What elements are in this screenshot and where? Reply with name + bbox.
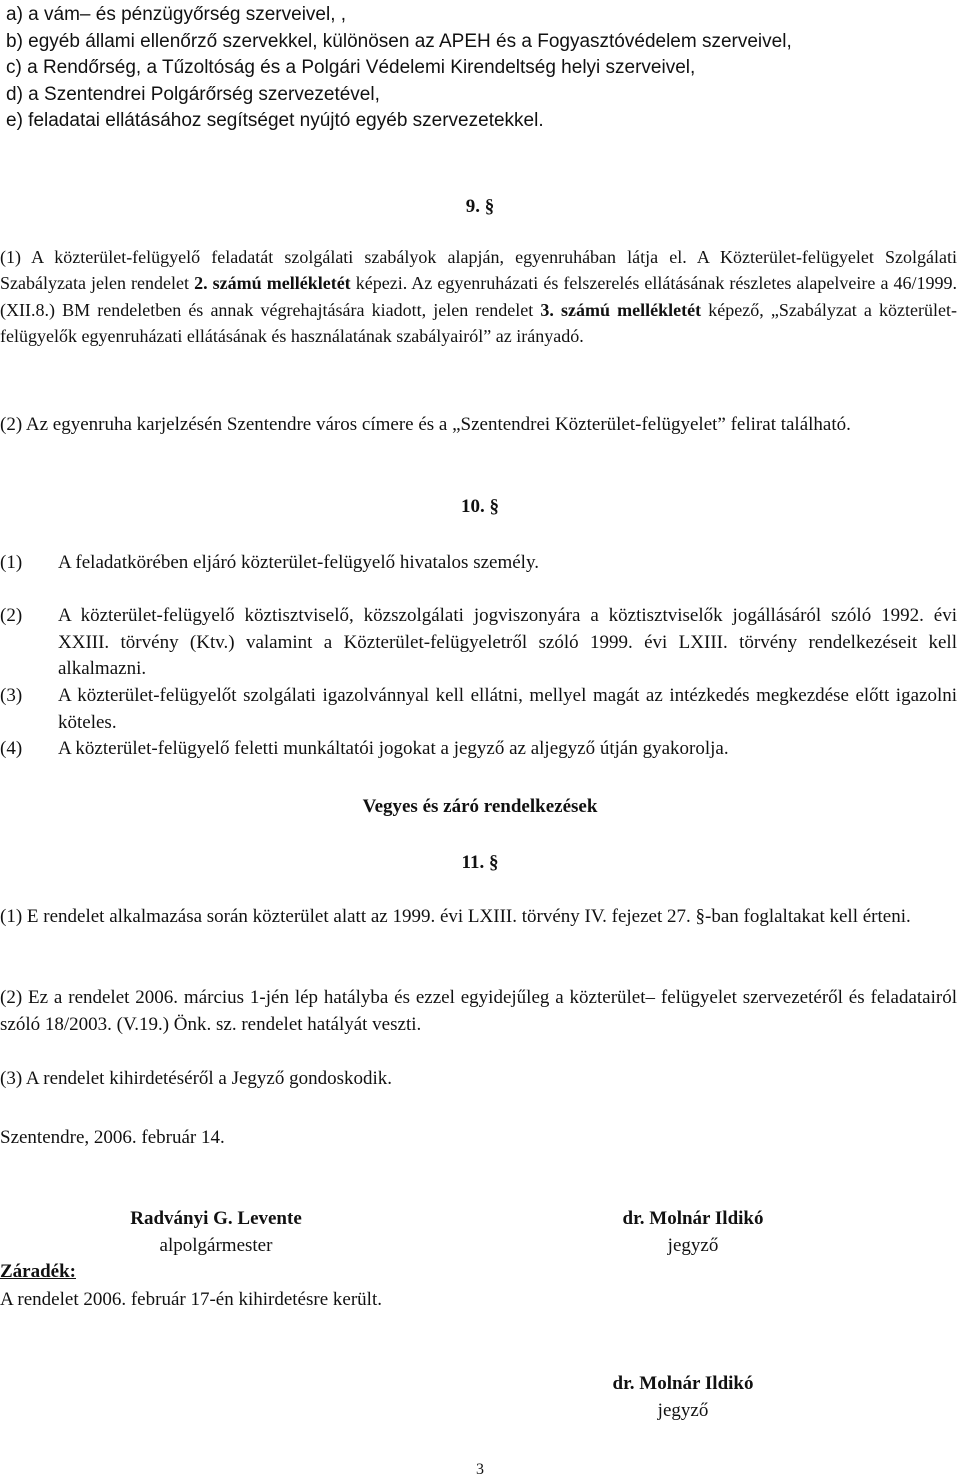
s9-p1-bold-1: 2. számú mellékletét [194, 273, 351, 294]
s10-item-1-text: A feladatkörében eljáró közterület-felügyelő hivatalos személy. [58, 552, 539, 573]
list-item-d: d) a Szentendrei Polgárőrség szervezetével, [6, 84, 380, 105]
section-9-paragraph-1 [0, 244, 957, 349]
place-and-date: Szentendre, 2006. február 14. [0, 1127, 225, 1148]
signature-left-name: Radványi G. Levente [130, 1208, 302, 1229]
signature-left-title: alpolgármester [159, 1234, 273, 1256]
s10-item-1 [0, 550, 957, 578]
section-11-paragraph-2: (2) Ez a rendelet 2006. március 1-jén lép hatályba és ezzel egyidejűleg a közterület– felügyelet szervezetéről és feladatairól szóló 18/2003. (V.19.) Önk. sz. rendelet hatályát veszti. [0, 987, 957, 1035]
final-signature [570, 1371, 796, 1424]
final-signature-name: dr. Molnár Ildikó [612, 1373, 754, 1394]
section-9-paragraph-2: (2) Az egyenruha karjelzésén Szentendre város címere és a „Szentendrei Közterület-felügyelet” felirat található. [0, 414, 851, 435]
s10-item-3-text: A közterület-felügyelőt szolgálati igazolvánnyal kell ellátni, mellyel magát az intézkedés megkezdése előtt igazolni köteles. [58, 685, 957, 733]
s10-item-4-number: (4) [0, 738, 23, 759]
s10-item-1-number: (1) [0, 552, 23, 573]
section-11-paragraph-1: (1) E rendelet alkalmazása során közterület alatt az 1999. évi LXIII. törvény IV. fejezet 27. §-ban foglaltakat kell érteni. [0, 906, 911, 927]
s10-item-4-text: A közterület-felügyelő feletti munkáltatói jogokat a jegyző az aljegyző útján gyakorolja. [58, 738, 729, 759]
section-11-paragraph-3: (3) A rendelet kihirdetéséről a Jegyző gondoskodik. [0, 1068, 393, 1089]
final-signature-title: jegyző [657, 1399, 709, 1421]
closing-provisions-title: Vegyes és záró rendelkezések [362, 796, 598, 817]
list-item-e: e) feladatai ellátásához segítséget nyújtó egyéb szervezetekkel. [6, 110, 544, 131]
signature-left [90, 1206, 342, 1259]
s9-p1-text-2: képezi. Az egyenruházati és felszerelés ellátásának részletes alapelveire a 46/1999. (XII.8.) BM rendeletben és annak végrehajtására kiadott, jelen rendelet [0, 273, 957, 320]
s9-p1-bold-2: 3. számú mellékletét [540, 299, 702, 320]
signature-right-name: dr. Molnár Ildikó [622, 1208, 764, 1229]
page-number: 3 [476, 1461, 484, 1478]
s10-item-4 [0, 736, 957, 764]
s10-item-3 [0, 683, 957, 739]
list-item-a: a) a vám– és pénzügyőrség szerveivel, , [6, 4, 347, 25]
s10-item-2 [0, 603, 957, 687]
signature-right [580, 1206, 806, 1259]
s9-p1-text-3: képező, „Szabályzat a közterület-felügyelők egyenruházati ellátásának és használatának szabályairól” az irányadó. [0, 299, 958, 346]
signature-right-title: jegyző [667, 1234, 719, 1256]
section-11-heading: 11. § [461, 852, 499, 873]
list-item-b: b) egyéb állami ellenőrző szervekkel, különösen az APEH és a Fogyasztóvédelem szerveivel, [6, 31, 792, 52]
clause-label: Záradék: [0, 1261, 76, 1282]
s9-p1-text-1: (1) A közterület-felügyelő feladatát szolgálati szabályok alapján, egyenruhában látja el. A Közterület-felügyelet Szolgálati Szabályzata jelen rendelet [0, 247, 957, 294]
section-9-heading: 9. § [465, 196, 495, 217]
section-10-heading: 10. § [461, 496, 499, 517]
s10-item-2-text: A közterület-felügyelő köztisztviselő, közszolgálati jogviszonyára a köztisztviselők jogállásáról szóló 1992. évi XXIII. törvény (Ktv.) valamint a Közterület-felügyeletről szóló 1999. évi LXIII. törvény rendelkezéseit kell alkalmazni. [58, 605, 957, 679]
list-item-c: c) a Rendőrség, a Tűzoltóság és a Polgári Védelemi Kirendeltség helyi szerveivel, [6, 57, 696, 78]
clause-text: A rendelet 2006. február 17-én kihirdetésre került. [0, 1289, 382, 1310]
s10-item-2-number: (2) [0, 605, 23, 626]
s10-item-3-number: (3) [0, 685, 23, 706]
